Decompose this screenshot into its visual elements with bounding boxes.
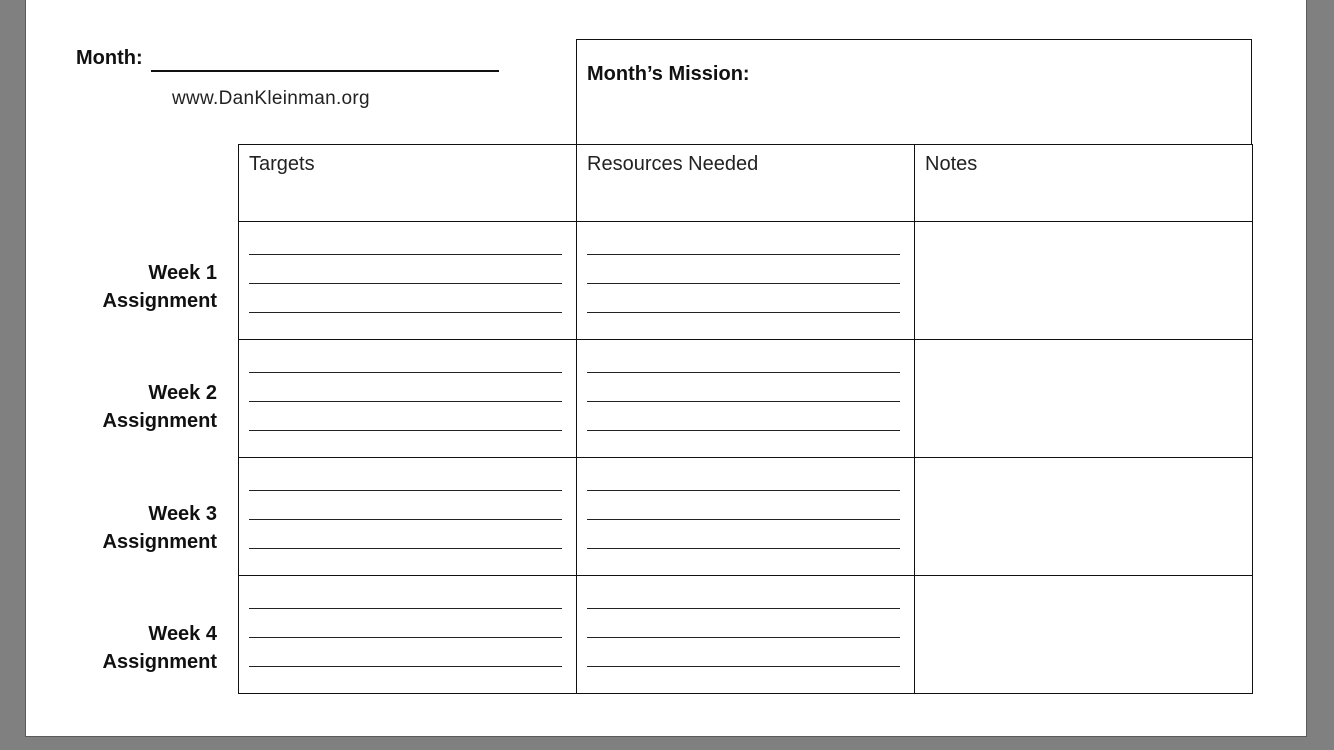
targets-header-label: Targets bbox=[249, 153, 315, 175]
fill-line bbox=[249, 608, 562, 609]
week-number: Week 4 bbox=[148, 623, 217, 645]
fill-line bbox=[249, 430, 562, 431]
week-number: Week 2 bbox=[148, 382, 217, 404]
week-4-label bbox=[37, 620, 217, 676]
fill-line bbox=[587, 372, 900, 373]
fill-line bbox=[587, 283, 900, 284]
resources-cell[interactable] bbox=[577, 576, 915, 694]
table-row bbox=[239, 222, 1253, 340]
fill-line bbox=[249, 519, 562, 520]
fill-lines bbox=[249, 608, 562, 695]
fill-line bbox=[587, 666, 900, 667]
fill-lines bbox=[587, 608, 900, 695]
fill-line bbox=[249, 548, 562, 549]
notes-cell[interactable] bbox=[915, 576, 1253, 694]
week-3-label bbox=[37, 500, 217, 556]
table-header-row bbox=[239, 145, 1253, 222]
fill-lines bbox=[587, 254, 900, 341]
fill-line bbox=[587, 490, 900, 491]
fill-line bbox=[249, 372, 562, 373]
resources-header bbox=[577, 145, 915, 222]
fill-lines bbox=[249, 490, 562, 577]
notes-cell[interactable] bbox=[915, 222, 1253, 340]
resources-cell[interactable] bbox=[577, 340, 915, 458]
resources-cell[interactable] bbox=[577, 458, 915, 576]
table-row bbox=[239, 576, 1253, 694]
mission-box[interactable] bbox=[576, 39, 1252, 145]
fill-line bbox=[587, 430, 900, 431]
fill-line bbox=[249, 254, 562, 255]
targets-cell[interactable] bbox=[239, 222, 577, 340]
notes-header-label: Notes bbox=[925, 153, 978, 175]
fill-lines bbox=[587, 372, 900, 459]
assignment-label: Assignment bbox=[102, 651, 217, 673]
assignment-label: Assignment bbox=[102, 290, 217, 312]
fill-line bbox=[249, 637, 562, 638]
week-number: Week 1 bbox=[148, 262, 217, 284]
notes-cell[interactable] bbox=[915, 458, 1253, 576]
assignment-label: Assignment bbox=[102, 410, 217, 432]
fill-line bbox=[249, 490, 562, 491]
planning-table bbox=[238, 144, 1253, 694]
fill-line bbox=[587, 519, 900, 520]
fill-line bbox=[249, 312, 562, 313]
notes-header bbox=[915, 145, 1253, 222]
resources-header-label: Resources Needed bbox=[587, 153, 759, 175]
fill-line bbox=[587, 548, 900, 549]
fill-lines bbox=[249, 254, 562, 341]
targets-header bbox=[239, 145, 577, 222]
table-row bbox=[239, 458, 1253, 576]
website-text: www.DanKleinman.org bbox=[172, 88, 370, 109]
notes-cell[interactable] bbox=[915, 340, 1253, 458]
fill-line bbox=[587, 401, 900, 402]
fill-lines bbox=[249, 372, 562, 459]
resources-cell[interactable] bbox=[577, 222, 915, 340]
fill-line bbox=[249, 666, 562, 667]
fill-line bbox=[249, 401, 562, 402]
fill-line bbox=[587, 254, 900, 255]
month-fill-line[interactable] bbox=[151, 70, 499, 72]
assignment-label: Assignment bbox=[102, 531, 217, 553]
fill-line bbox=[587, 637, 900, 638]
fill-lines bbox=[587, 490, 900, 577]
week-1-label bbox=[37, 259, 217, 315]
table-row bbox=[239, 340, 1253, 458]
fill-line bbox=[587, 608, 900, 609]
week-2-label bbox=[37, 379, 217, 435]
targets-cell[interactable] bbox=[239, 576, 577, 694]
fill-line bbox=[587, 312, 900, 313]
targets-cell[interactable] bbox=[239, 340, 577, 458]
targets-cell[interactable] bbox=[239, 458, 577, 576]
mission-label: Month’s Mission: bbox=[587, 63, 750, 85]
month-label: Month: bbox=[76, 47, 143, 69]
week-number: Week 3 bbox=[148, 503, 217, 525]
fill-line bbox=[249, 283, 562, 284]
